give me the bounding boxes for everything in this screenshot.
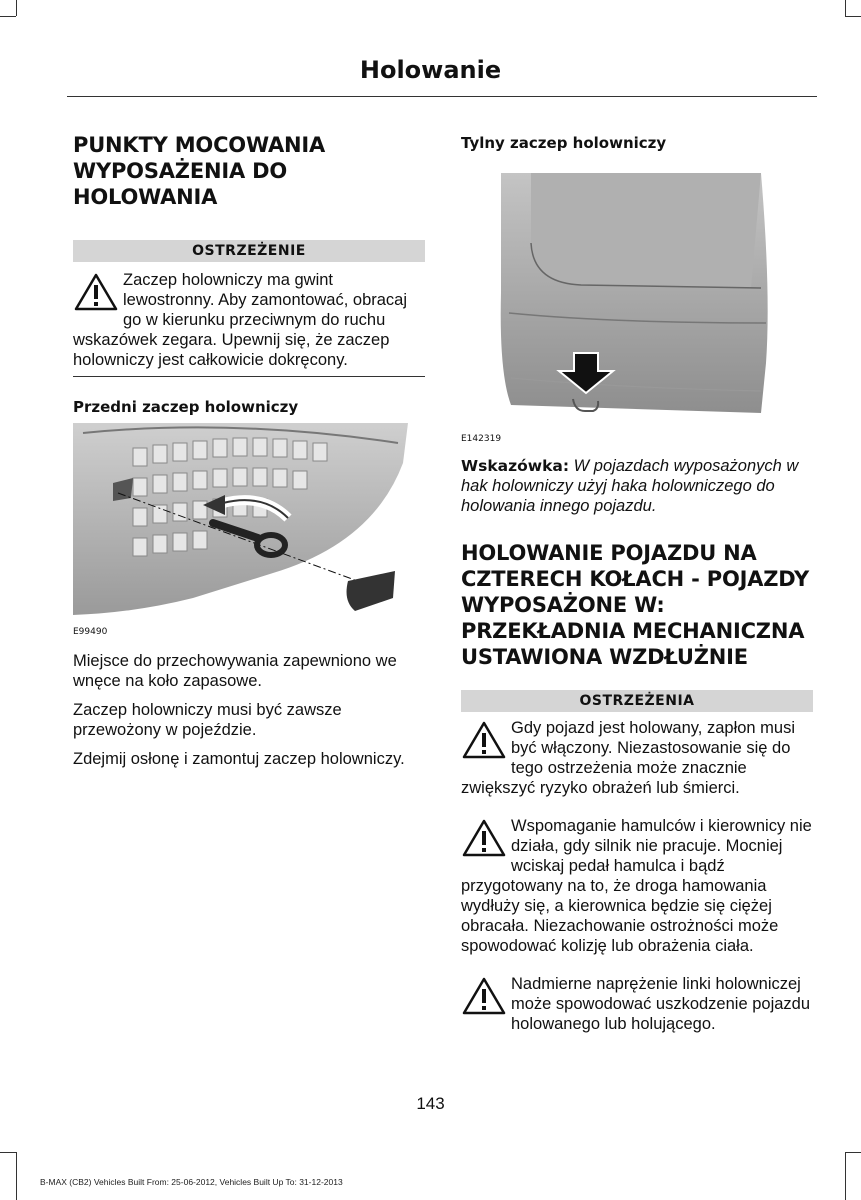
crop-mark bbox=[16, 0, 17, 16]
warning-item bbox=[73, 270, 425, 370]
page-title: Holowanie bbox=[359, 56, 502, 84]
rear-hook-figure bbox=[461, 173, 813, 444]
page-number: 143 bbox=[416, 1094, 445, 1113]
front-tow-hook-illustration bbox=[73, 423, 408, 618]
warning-triangle-icon bbox=[461, 976, 507, 1016]
warning-text: Gdy pojazd jest holowany, zapłon musi być włączony. Niezastosowanie się do tego ostrzeżenia może znacznie zwiększyć ryzyko obrażeń lub śmierci. bbox=[461, 719, 796, 797]
note-label: Wskazówka: bbox=[461, 457, 570, 475]
warning-item bbox=[461, 974, 813, 1034]
front-hook-figure bbox=[73, 423, 425, 637]
warnings-box bbox=[461, 690, 813, 1034]
warning-item bbox=[461, 718, 813, 798]
section-heading-four-wheel-towing: HOLOWANIE POJAZDU NA CZTERECH KOŁACH - POJAZDY WYPOSAŻONE W: PRZEKŁADNIA MECHANICZNA USTAWIONA WZDŁUŻNIE bbox=[461, 541, 810, 669]
paragraph: Zdejmij osłonę i zamontuj zaczep holowniczy. bbox=[73, 750, 405, 768]
warning-text: Nadmierne naprężenie linki holowniczej może spowodować uszkodzenie pojazdu holowanego lub holującego. bbox=[511, 975, 811, 1033]
subheading-rear-hook: Tylny zaczep holowniczy bbox=[461, 134, 667, 152]
warning-triangle-icon bbox=[461, 720, 507, 760]
figure-code: E99490 bbox=[73, 627, 108, 637]
paragraph: Zaczep holowniczy musi być zawsze przewożony w pojeździe. bbox=[73, 701, 342, 739]
warning-item bbox=[461, 816, 813, 956]
crop-mark bbox=[845, 16, 861, 17]
warning-text: Zaczep holowniczy ma gwint lewostronny. Aby zamontować, obracaj go w kierunku przeciwnym do ruchu wskazówek zegara. Upewnij się, że zaczep holowniczy jest całkowicie dokręcony. bbox=[73, 271, 408, 369]
warning-triangle-icon bbox=[73, 272, 119, 312]
crop-mark bbox=[0, 1152, 16, 1153]
subheading-front-hook: Przedni zaczep holowniczy bbox=[73, 398, 299, 416]
footer-text: B-MAX (CB2) Vehicles Built From: 25-06-2012, Vehicles Built Up To: 31-12-2013 bbox=[40, 1177, 343, 1187]
figure-code: E142319 bbox=[461, 434, 502, 444]
warning-box bbox=[73, 240, 425, 377]
warning-title: OSTRZEŻENIE bbox=[73, 240, 425, 262]
section-heading-towing-points: PUNKTY MOCOWANIA WYPOSAŻENIA DO HOLOWANIA bbox=[73, 133, 326, 209]
warning-triangle-icon bbox=[461, 818, 507, 858]
crop-mark bbox=[0, 16, 16, 17]
crop-mark bbox=[845, 1152, 861, 1153]
note-paragraph bbox=[461, 456, 813, 516]
crop-mark bbox=[16, 1152, 17, 1200]
warnings-title: OSTRZEŻENIA bbox=[461, 690, 813, 712]
crop-mark bbox=[845, 1152, 846, 1200]
crop-mark bbox=[845, 0, 846, 16]
warning-end-rule bbox=[73, 376, 425, 377]
note-text: W pojazdach wyposażonych w hak holowniczy użyj haka holowniczego do holowania innego pojazdu. bbox=[461, 457, 799, 515]
right-column bbox=[461, 130, 813, 1034]
warning-text: Wspomaganie hamulców i kierownicy nie działa, gdy silnik nie pracuje. Mocniej wciskaj pedał hamulca i bądź przygotowany na to, że droga hamowania wydłuży się, a kierownica będzie się ciężej obracała. Niezachowanie ostrożności może spowodować kolizję lub obrażenia ciała. bbox=[461, 817, 812, 955]
title-divider bbox=[67, 96, 817, 97]
paragraph: Miejsce do przechowywania zapewniono we wnęce na koło zapasowe. bbox=[73, 652, 397, 690]
rear-tow-hook-illustration bbox=[461, 173, 801, 421]
left-column bbox=[73, 130, 425, 769]
